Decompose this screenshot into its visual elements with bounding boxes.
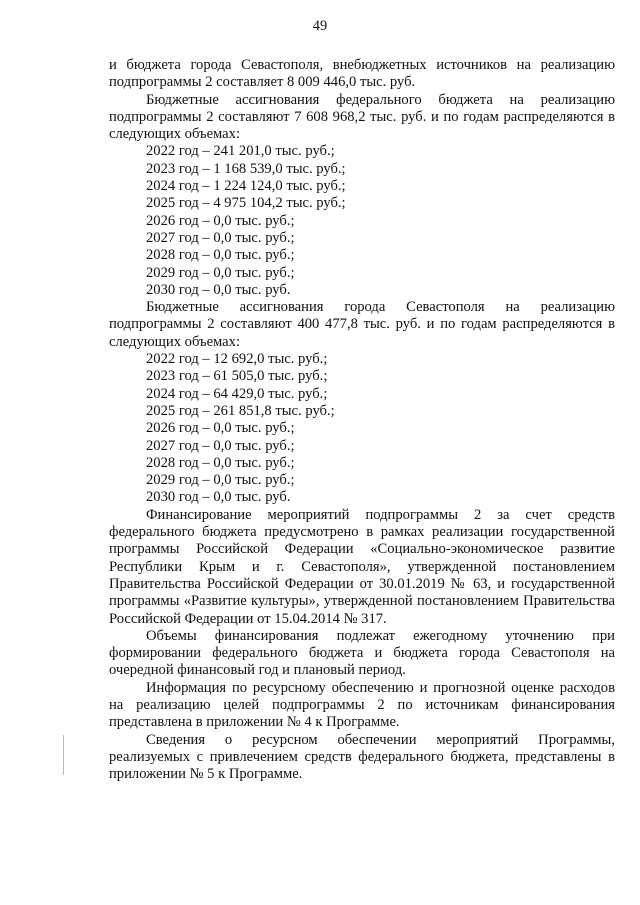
list-item: 2029 год – 0,0 тыс. руб.; [146, 472, 295, 489]
paragraph-resource-details: Сведения о ресурсном обеспечении мероприятий Программы, реализуемых с привлечением средств федерального бюджета, представлены в приложении № 5 к Программе. [109, 731, 615, 783]
list-item: 2024 год – 64 429,0 тыс. руб.; [146, 385, 328, 402]
list-item: 2027 год – 0,0 тыс. руб.; [146, 229, 295, 246]
list-item: 2024 год – 1 224 124,0 тыс. руб.; [146, 178, 346, 195]
list-item: 2030 год – 0,0 тыс. руб. [146, 489, 291, 506]
list-item: 2022 год – 12 692,0 тыс. руб.; [146, 351, 328, 368]
list-item: 2022 год – 241 201,0 тыс. руб.; [146, 143, 335, 160]
list-item: 2026 год – 0,0 тыс. руб.; [146, 212, 295, 229]
list-item: 2030 год – 0,0 тыс. руб. [146, 281, 291, 298]
list-item: 2028 год – 0,0 тыс. руб.; [146, 247, 295, 264]
city-years-list [109, 351, 615, 507]
list-item: 2029 год – 0,0 тыс. руб.; [146, 264, 295, 281]
page-number: 49 [312, 18, 328, 34]
list-item: 2027 год – 0,0 тыс. руб.; [146, 437, 295, 454]
list-item: 2023 год – 1 168 539,0 тыс. руб.; [146, 160, 346, 177]
list-item: 2025 год – 261 851,8 тыс. руб.; [146, 402, 335, 419]
paragraph-financing: Финансирование мероприятий подпрограммы 2 за счет средств федерального бюджета предусмотрено в рамках реализации государственной программы Российской Федерации «Социально-экономическое развитие Республики Крым и г. Севастополя», утвержденной постановлением Правительства Российской Федерации от 30.01.2019 № 63, и государственной программы «Развитие культуры», утвержденной постановлением Правительства Российской Федерации от 15.04.2014 № 317. [109, 506, 615, 627]
federal-years-list [109, 143, 615, 299]
list-item: 2025 год – 4 975 104,2 тыс. руб.; [146, 195, 346, 212]
paragraph-city-budget: Бюджетные ассигнования города Севастополя на реализацию подпрограммы 2 составляют 400 477,8 тыс. руб. и по годам распределяются в следующих объемах: [109, 299, 615, 350]
paragraph-intro: и бюджета города Севастополя, внебюджетных источников на реализацию подпрограммы 2 составляет 8 009 446,0 тыс. руб. [109, 57, 615, 91]
paragraph-resource-info: Информация по ресурсному обеспечению и прогнозной оценке расходов на реализацию целей подпрограммы 2 по источникам финансирования представлена в приложении № 4 к Программе. [109, 679, 615, 731]
document-body [109, 57, 615, 783]
list-item: 2026 год – 0,0 тыс. руб.; [146, 420, 295, 437]
list-item: 2028 год – 0,0 тыс. руб.; [146, 454, 295, 471]
list-item: 2023 год – 61 505,0 тыс. руб.; [146, 368, 328, 385]
paragraph-volumes: Объемы финансирования подлежат ежегодному уточнению при формировании федерального бюджета и бюджета города Севастополя на очередной финансовый год и плановый период. [109, 627, 615, 679]
scan-edge-mark [63, 735, 64, 775]
paragraph-federal-budget: Бюджетные ассигнования федерального бюджета на реализацию подпрограммы 2 составляют 7 608 968,2 тыс. руб. и по годам распределяются в следующих объемах: [109, 91, 615, 143]
